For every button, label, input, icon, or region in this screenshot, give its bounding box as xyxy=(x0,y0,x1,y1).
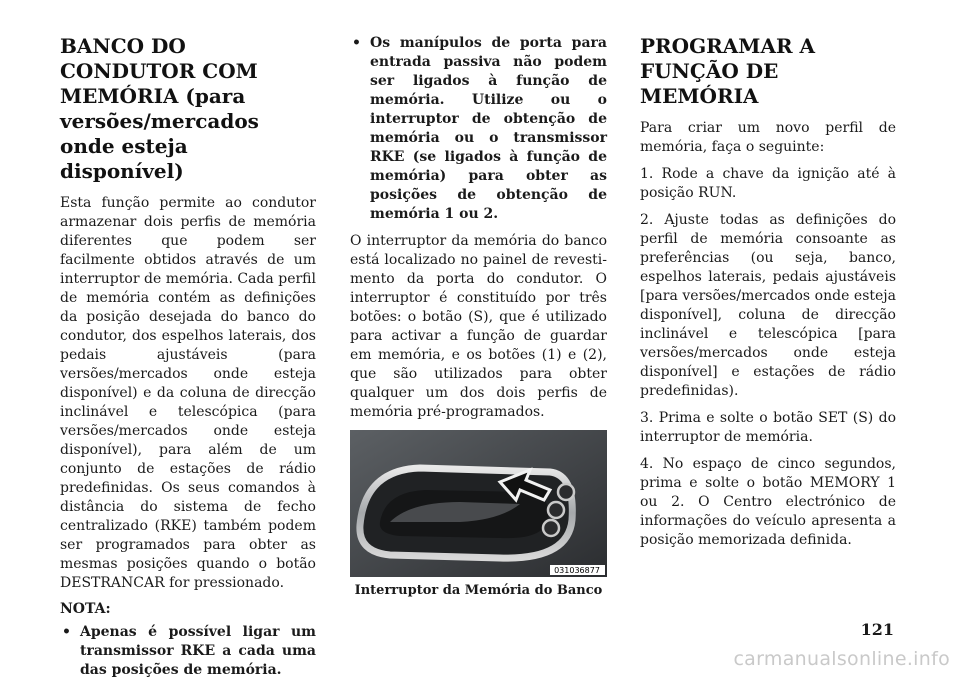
intro-paragraph: Esta função permite ao condutor armazenar dois perfis de memória diferentes que podem ser facilmente obtidos através de um interruptor de memória. Cada perfil de memória contém as definições da posição desejada do banco do condutor, dos espelhos laterais, dos pedais ajustáveis (para versões/mercados onde esteja disponível) e da coluna de direcção inclinável e telescópica (para versões/mercados onde esteja disponível), para além de um conjunto de estações de rádio predefinidas. Os seus comandos à distância do sistema de fecho centralizado (RKE) também podem ser programados para obter as mesmas posições quando o botão DESTRANCAR for pressionado. xyxy=(60,195,316,591)
step-2: 2. Ajuste todas as definições do perfil de memória consoante as preferências (ou seja, banco, espelhos laterais, pedais ajustáveis [para versões/mercados onde esteja disponível], coluna de direcção inclinável e telescópica [para versões/mercados onde esteja disponível] e estações de rádio predefinidas). xyxy=(640,212,896,399)
step-4: 4. No espaço de cinco segundos, prima e solte o botão MEMORY 1 ou 2. O Centro electrónico de informações do veículo apresenta a posição memorizada definida. xyxy=(640,456,896,548)
switch-location-paragraph: O interruptor da memória do banco está localizado no painel de revestimento da porta do condutor. O interruptor é constituído por três botões: o botão (S), que é utilizado para activar a função de guardar em memória, e os botões (1) e (2), que são utilizados para obter qualquer um dos dois perfis de memória pré-programados. xyxy=(350,233,607,420)
note-list xyxy=(60,623,316,680)
middle-column xyxy=(350,34,607,599)
figure-code: 031036877 xyxy=(554,566,600,575)
door-panel-illustration xyxy=(350,430,607,577)
note-list-continued xyxy=(350,34,607,224)
step-1: 1. Rode a chave da ignição até à posição RUN. xyxy=(640,166,896,201)
right-column xyxy=(640,34,896,558)
step-3: 3. Prima e solte o botão SET (S) do interruptor de memória. xyxy=(640,410,896,445)
section-title-memory-seat: BANCO DO CONDUTOR COM MEMÓRIA (para versões/mercados onde esteja disponível) xyxy=(60,34,259,183)
memory-switch-figure xyxy=(350,430,607,577)
note-bullet-1: • Apenas é possível ligar um transmissor RKE a cada uma das posições de memória. xyxy=(60,623,316,680)
section-title-program-memory: PROGRAMAR A FUNÇÃO DE MEMÓRIA xyxy=(640,34,816,108)
figure-caption: Interruptor da Memória do Banco xyxy=(354,583,603,598)
note-label: NOTA: xyxy=(60,601,111,617)
left-column xyxy=(60,34,316,688)
watermark: carmanualsonline.info xyxy=(733,648,950,670)
note-bullet-2: • Os manípulos de porta para entrada passiva não podem ser ligados à função de memória. Utilize ou o interruptor de obtenção de memória ou o transmissor RKE (se ligados à função de memória) para obter as posições de obtenção de memória 1 ou 2. xyxy=(350,34,607,224)
program-intro: Para criar um novo perfil de memória, faça o seguinte: xyxy=(640,120,896,155)
page-number: 121 xyxy=(860,620,894,639)
